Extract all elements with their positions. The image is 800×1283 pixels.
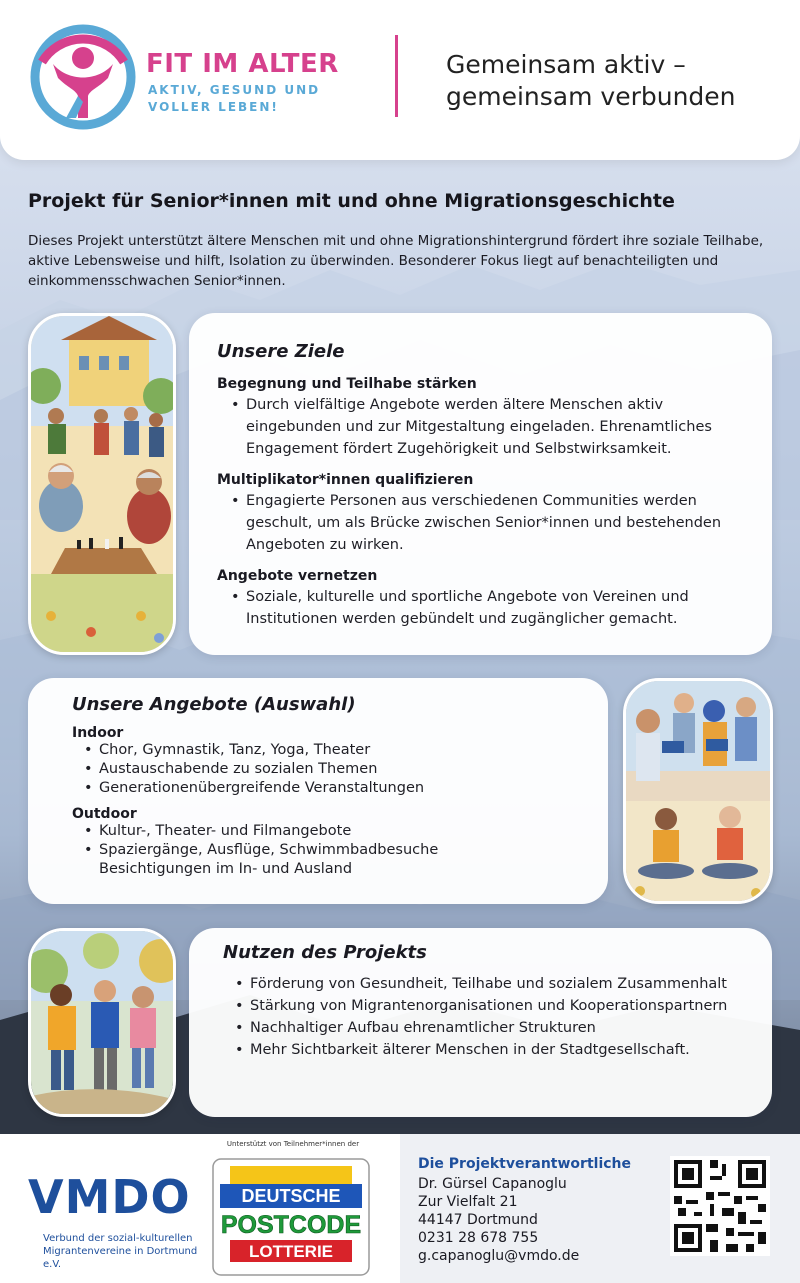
offers-outdoor-heading: Outdoor (72, 806, 137, 822)
indoor-item-1: • Chor, Gymnastik, Tanz, Yoga, Theater (84, 741, 590, 760)
contact-name: Dr. Gürsel Capanoglu (418, 1176, 567, 1192)
lottery-line-2: POSTCODE (220, 1211, 362, 1239)
header (0, 0, 800, 160)
header-divider (395, 35, 398, 117)
outdoor-item-2: • Spaziergänge, Ausflüge, Schwimmbadbesuche Besichtigungen im In- und Ausland (84, 841, 472, 879)
contact-city: 44147 Dortmund (418, 1212, 538, 1228)
offers-card (28, 678, 608, 904)
contact-box (400, 1134, 800, 1283)
goal-heading-1: Begegnung und Teilhabe stärken (217, 376, 477, 392)
intro-text: Dieses Projekt unterstützt ältere Menschen mit und ohne Migrationshintergrund fördert ihre soziale Teilhabe, aktive Lebensweise und hilft, Isolation zu überwinden. Besonderer Fokus liegt auf benachteiligten und einkommensschwachen Senior*innen. (28, 233, 764, 289)
goal-item-1: • Durch vielfältige Angebote werden ältere Menschen aktiv eingebunden und zur Mitgestaltung eingeladen. Ehrenamtliches Engagement fördert Zugehörigkeit und Selbstwirksamkeit. (231, 394, 754, 460)
benefits-card (189, 928, 772, 1117)
fit-im-alter-logo-icon (28, 22, 138, 132)
tagline (446, 49, 786, 113)
goal-heading-2: Multiplikator*innen qualifizieren (217, 472, 474, 488)
tagline-line-2: gemeinsam verbunden (446, 82, 736, 111)
benefit-item-3: • Nachhaltiger Aufbau ehrenamtlicher Strukturen (235, 1017, 754, 1039)
intro-title: Projekt für Senior*innen mit und ohne Migrationsgeschichte (28, 190, 675, 212)
benefit-item-1: • Förderung von Gesundheit, Teilhabe und sozialem Zusammenhalt (235, 973, 754, 995)
vmdo-subtitle: Verbund der sozial-kulturellen Migrantenvereine in Dortmund e.V. (43, 1233, 198, 1270)
postcode-lotterie-logo-icon (212, 1158, 370, 1276)
goal-item-3: • Soziale, kulturelle und sportliche Angebote von Vereinen und Institutionen werden gebündelt und zugänglicher gemacht. (231, 586, 754, 630)
lottery-line-1: DEUTSCHE (241, 1186, 341, 1206)
brand-title: FIT IM ALTER (146, 49, 339, 79)
contact-street: Zur Vielfalt 21 (418, 1194, 518, 1210)
contact-phone[interactable]: 0231 28 678 755 (418, 1230, 539, 1246)
benefits-title: Nutzen des Projekts (223, 942, 427, 963)
footer (0, 1134, 800, 1283)
goal-heading-3: Angebote vernetzen (217, 568, 378, 584)
contact-title: Die Projektverantwortliche (418, 1156, 632, 1172)
offers-title: Unsere Angebote (Auswahl) (72, 694, 356, 715)
goals-title: Unsere Ziele (217, 341, 345, 362)
indoor-item-3: • Generationenübergreifende Veranstaltungen (84, 779, 590, 798)
indoor-item-2: • Austauschabende zu sozialen Themen (84, 760, 590, 779)
brand-subtitle: AKTIV, GESUND UND VOLLER LEBEN! (148, 83, 321, 114)
goals-card (189, 313, 772, 655)
goal-item-2: • Engagierte Personen aus verschiedenen Communities werden geschult, um als Brücke zwischen Senior*innen und bestehenden Angeboten zu wirken. (231, 490, 754, 556)
seniors-walking-illustration (28, 928, 176, 1117)
benefit-item-2: • Stärkung von Migrantenorganisationen und Kooperationspartnern (235, 995, 754, 1017)
offers-indoor-heading: Indoor (72, 725, 124, 741)
supported-by-label: Unterstützt von Teilnehmer*innen der (226, 1140, 360, 1148)
lottery-line-3: LOTTERIE (248, 1242, 334, 1261)
tagline-line-1: Gemeinsam aktiv – (446, 50, 686, 79)
seniors-chess-illustration (28, 313, 176, 655)
outdoor-item-1: • Kultur-, Theater- und Filmangebote (84, 822, 472, 841)
choir-yoga-illustration (623, 678, 773, 904)
benefit-item-4: • Mehr Sichtbarkeit älterer Menschen in der Stadtgesellschaft. (235, 1039, 754, 1061)
qr-code-icon[interactable] (670, 1156, 770, 1256)
contact-email[interactable]: g.capanoglu@vmdo.de (418, 1248, 580, 1264)
vmdo-logo: VMDO (28, 1170, 191, 1224)
